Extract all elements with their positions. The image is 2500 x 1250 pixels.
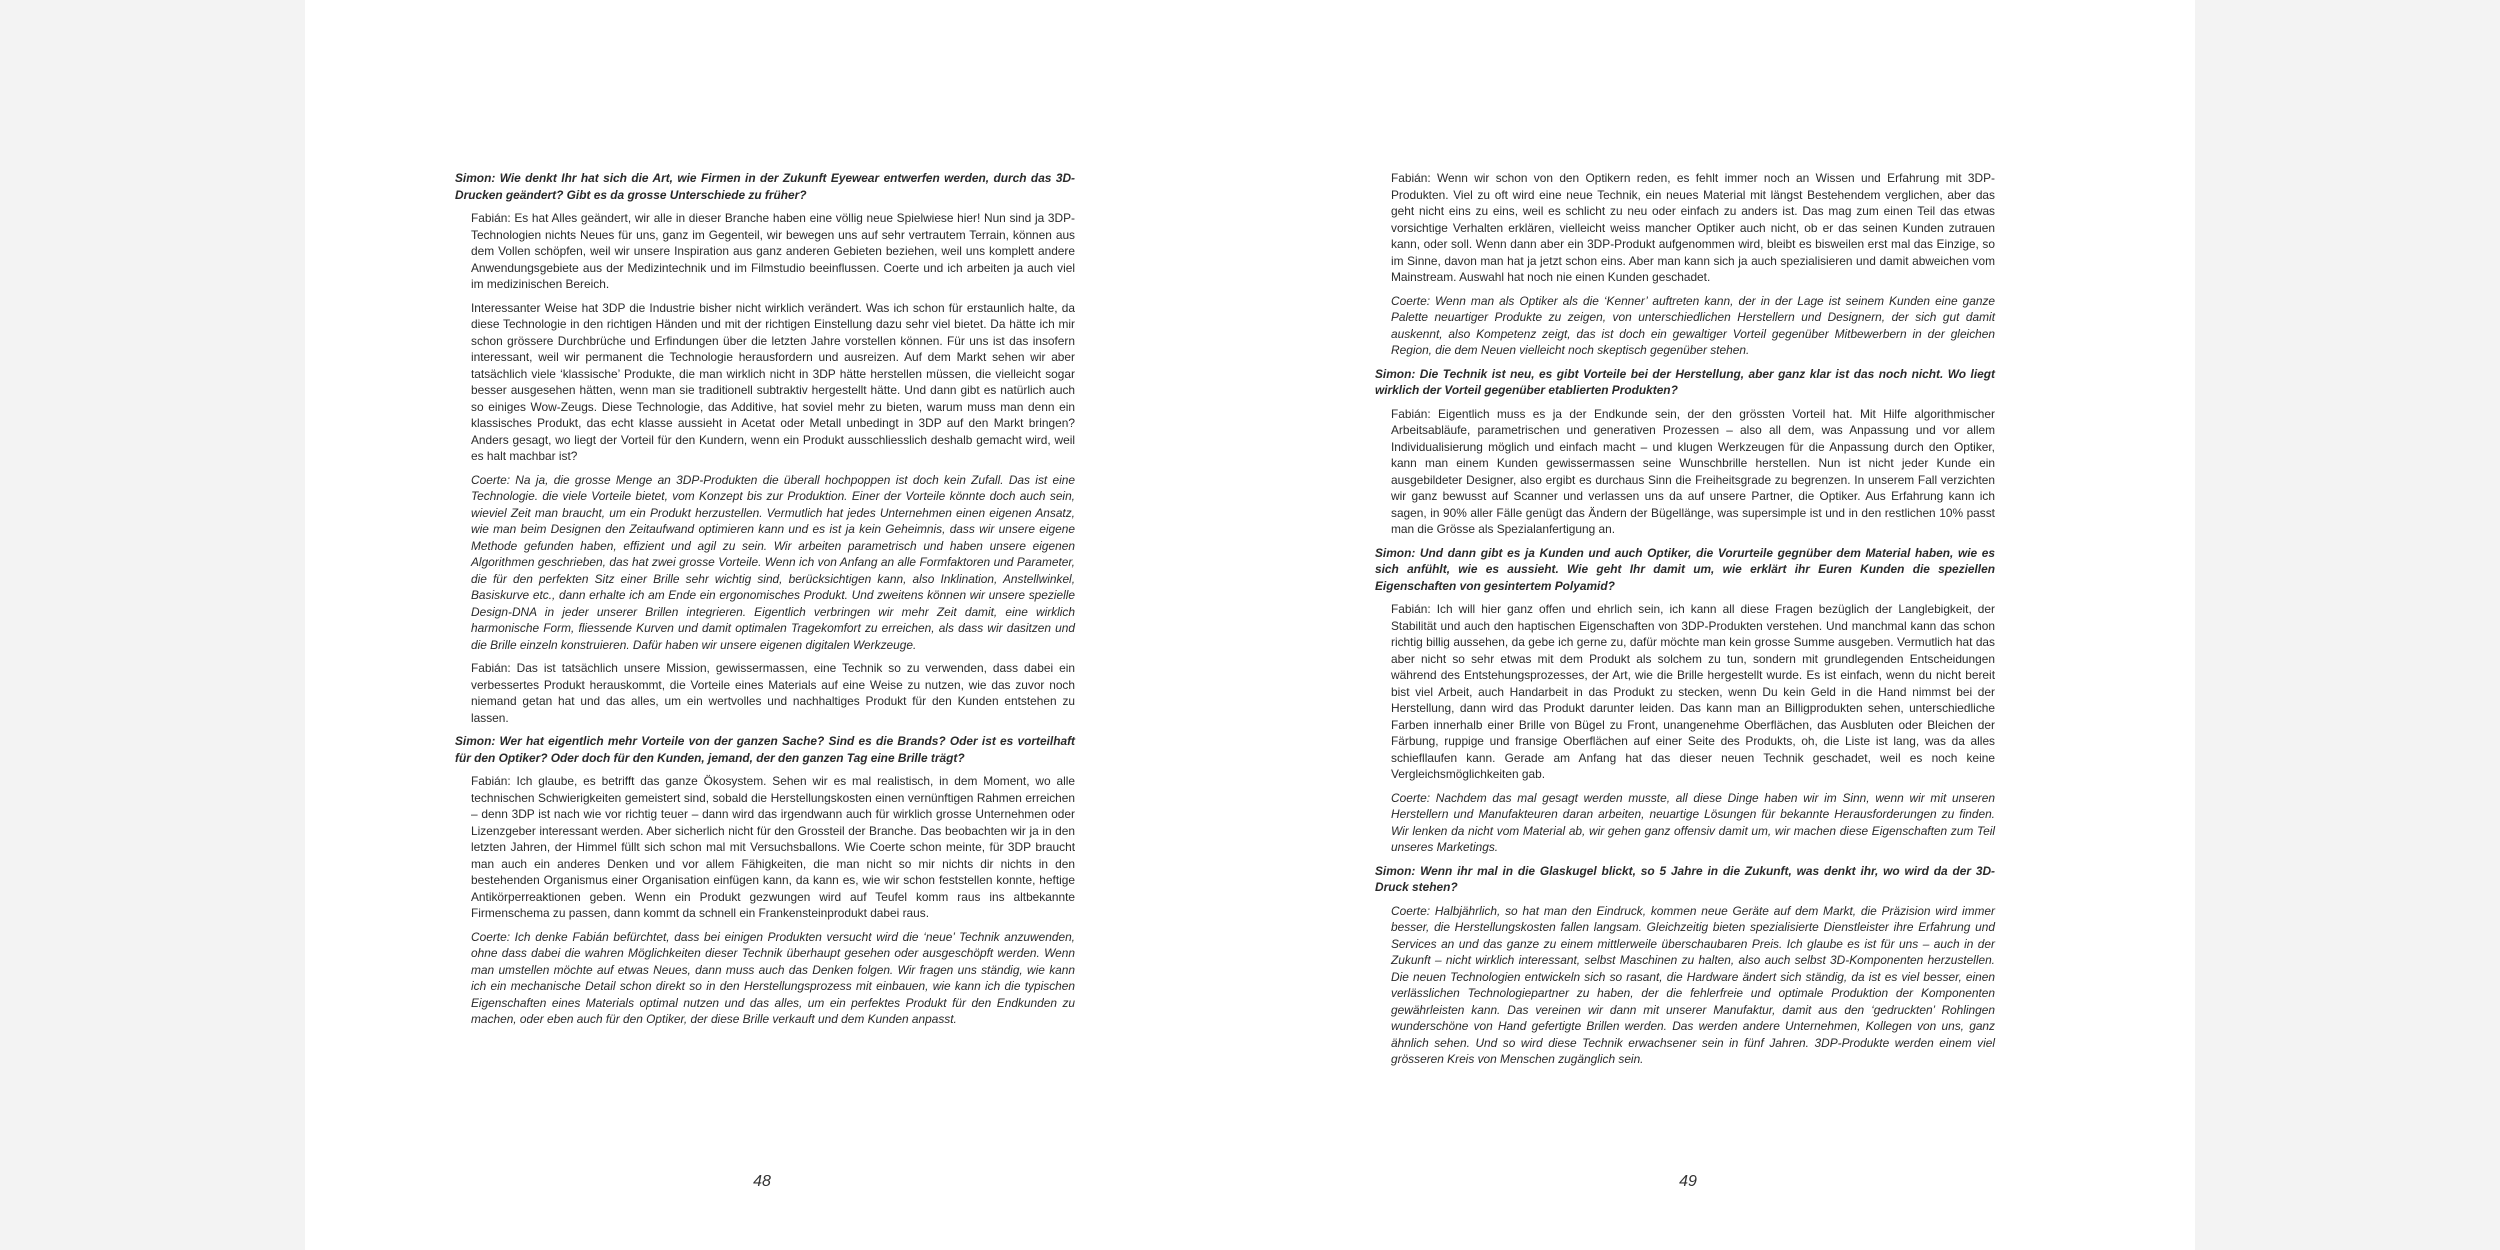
interview-question: Simon: Wenn ihr mal in die Glaskugel blickt, so 5 Jahre in die Zukunft, was denkt ihr, wo wird da der 3D-Druck stehen? <box>1375 863 1995 894</box>
interview-question: Simon: Die Technik ist neu, es gibt Vorteile bei der Herstellung, aber ganz klar ist das noch nicht. Wo liegt wirklich der Vorteil gegenüber etablierten Produkten? <box>1375 366 1995 397</box>
interview-question: Simon: Und dann gibt es ja Kunden und auch Optiker, die Vorurteile gegnüber dem Material haben, wie es sich anfühlt, wie es aussieht. Wie geht Ihr damit um, wie erklärt ihr Euren Kunden die speziellen Eigenschaften von gesintertem Polyamid? <box>1375 545 1995 593</box>
page-number-left: 48 <box>753 1173 771 1190</box>
magazine-spread <box>305 0 2195 1250</box>
interview-answer: Fabián: Wenn wir schon von den Optikern reden, es fehlt immer noch an Wissen und Erfahrung mit 3DP-Produkten. Viel zu oft wird eine neue Technik, ein neues Material mit längst Bestehendem verglichen, aber das geht nicht eins zu eins, weil es schlicht zu neu oder einfach zu anders ist. Das mag zum einen Teil das etwas vorsichtige Verhalten erklären, vielleicht weiss mancher Optiker auch nicht, ob er das seinen Kunden zutrauen kann, oder soll. Wenn dann aber ein 3DP-Produkt aufgenommen wird, bleibt es bisweilen erst mal das Einzige, so im Sinne, davon man hat ja jetzt schon eins. Aber man kann sich ja auch spezialisieren und damit abweichen vom Mainstream. Auswahl hat noch nie einen Kunden geschadet. <box>1391 171 1995 284</box>
interview-answer: Fabián: Das ist tatsächlich unsere Mission, gewissermassen, eine Technik so zu verwenden, dass dabei ein verbessertes Produkt herauskommt, die Vorteile eines Materials auf eine Weise zu nutzen, wie das zuvor noch niemand getan hat und das alles, um ein wertvolles und nachhaltiges Produkt für den Kunden entstehen zu lassen. <box>471 661 1075 725</box>
page-left <box>305 0 1250 1250</box>
interview-question: Simon: Wer hat eigentlich mehr Vorteile von der ganzen Sache? Sind es die Brands? Oder ist es vorteilhaft für den Optiker? Oder doch für den Kunden, jemand, der den ganzen Tag eine Brille trägt? <box>455 734 1075 765</box>
interview-answer: Interessanter Weise hat 3DP die Industrie bisher nicht wirklich verändert. Was ich schon für erstaunlich halte, da diese Technologie in den richtigen Händen und mit der richtigen Einstellung dazu sehr viel bietet. Da hätte ich mir schon grössere Durchbrüche und Erfindungen über die letzten Jahre vorstellen können. Für uns ist das insofern interessant, weil wir permanent die Technologie herausfordern und ausreizen. Auf dem Markt sehen wir aber tatsächlich viele ‘klassische’ Produkte, die man wirklich nicht in 3DP hätte herstellen müssen, die vielleicht sogar besser ausgesehen hätten, wenn man sie traditionell subtraktiv hergestellt hätte. Und dann gibt es natürlich auch so einiges Wow-Zeugs. Diese Technologie, das Additive, hat soviel mehr zu bieten, warum muss man denn ein klassisches Produkt, das echt klasse aussieht in Acetat oder Metall unbedingt in 3DP auf den Markt bringen? Anders gesagt, wo liegt der Vorteil für den Kundern, wenn ein Produkt ausschliesslich deshalb gemacht wird, weil es halt machbar ist? <box>471 300 1075 463</box>
interview-answer: Fabián: Eigentlich muss es ja der Endkunde sein, der den grössten Vorteil hat. Mit Hilfe algorithmischer Arbeitsabläufe, parametrischen und generativen Prozessen – also all dem, was Anpassung und vor allem Individualisierung möglich und einfach macht – und klugen Werkzeugen für die Anpassung durch den Optiker, kann man einem Kunden gewissermassen seine Wunschbrille herstellen. Nun ist nicht jeder Kunde ein ausgebildeter Designer, also ergibt es durchaus Sinn die Freiheitsgrade zu begrenzen. In unserem Fall verzichten wir ganz bewusst auf Scanner und verlassen uns da auf unsere Partner, die Optiker. Aus Erfahrung kann ich sagen, in 90% aller Fälle genügt das Ändern der Bügellänge, was supersimple ist und in den restlichen 10% passt man die Grösse als Spezialanfertigung an. <box>1391 406 1995 536</box>
page-right <box>1250 0 2195 1250</box>
interview-question: Simon: Wie denkt Ihr hat sich die Art, wie Firmen in der Zukunft Eyewear entwerfen werden, durch das 3D-Drucken geändert? Gibt es da grosse Unterschiede zu früher? <box>455 171 1075 202</box>
interview-answer: Fabián: Es hat Alles geändert, wir alle in dieser Branche haben eine völlig neue Spielwiese hier! Nun sind ja 3DP-Technologien nichts Neues für uns, ganz im Gegenteil, wir bewegen uns auf sehr vertrautem Terrain, können aus dem Vollen schöpfen, weil wir unsere Inspiration aus ganz anderen Gebieten beziehen, weil uns komplett andere Anwendungsgebiete aus der Medizintechnik und im Filmstudio beeinflussen. Coerte und ich arbeiten ja auch viel im medizinischen Bereich. <box>471 211 1075 291</box>
page-number-right: 49 <box>1679 1173 1697 1190</box>
interview-answer: Fabián: Ich glaube, es betrifft das ganze Ökosystem. Sehen wir es mal realistisch, in dem Moment, wo alle technischen Schwierigkeiten gemeistert sind, sobald die Herstellungskosten einen vernünftigen Rahmen erreichen – denn 3DP ist nach wie vor richtig teuer – dann wird das irgendwann auch für wirklich grosse Unternehmen oder Lizenzgeber interessant werden. Aber sicherlich nicht für den Grossteil der Branche. Das beobachten wir ja in den letzten Jahren, der Himmel füllt sich schon mal mit Versuchsballons. Wie Coerte schon meinte, für 3DP braucht man auch ein anderes Denken und vor allem Fähigkeiten, die man nicht so mir nichts dir nichts in den bestehenden Organismus einer Organisation einfügen kann, da kann es, wie wir schon feststellen konnte, heftige Antikörperreaktionen geben. Wenn ein Produkt gezwungen wird auf Teufel komm raus ins altbekannte Firmenschema zu passen, dann kommt da schnell ein Frankensteinprodukt dabei raus. <box>471 774 1075 920</box>
interview-answer-coerte: Coerte: Wenn man als Optiker als die ‘Kenner’ auftreten kann, der in der Lage ist seinem Kunden eine ganze Palette neuartiger Produkte zu zeigen, von unterschiedlichen Herstellern und Designern, der sich gut damit auskennt, also Kompetenz zeigt, das ist doch ein gewaltiger Vorteil gegenüber Mitbewerbern in der gleichen Region, die dem Neuen vielleicht noch skeptisch gegenüber stehen. <box>1391 293 1995 357</box>
text-column-left <box>455 170 1075 1035</box>
text-column-right <box>1375 170 1995 1075</box>
interview-answer-coerte: Coerte: Halbjährlich, so hat man den Eindruck, kommen neue Geräte auf dem Markt, die Präzision wird immer besser, die Herstellungskosten fallen langsam. Gleichzeitig bieten spezialisierte Dienstleister ihre Erfahrung und Services an und das ganze zu einem mittlerweile überschaubaren Preis. Ich glaube es ist für uns – auch in der Zukunft – nicht wirklich interessant, selbst Maschinen zu halten, also auch selbst 3D-Komponenten herzustellen. Die neuen Technologien entwickeln sich so rasant, die Hardware ändert sich ständig, da ist es viel besser, einen verlässlichen Technologiepartner zu haben, der die fehlerfreie und optimale Produktion der Komponenten gewährleisten kann. Das vereinen wir dann mit unserer Manufaktur, damit aus den ‘gedruckten’ Rohlingen wunderschöne von Hand gefertigte Brillen werden. Das werden andere Unternehmen, Kollegen von uns, ganz ähnlich sehen. Und so wird diese Technik erwachsener sein in fünf Jahren. 3DP-Produkte werden einem viel grösseren Kreis von Menschen zugänglich sein. <box>1391 903 1995 1066</box>
interview-answer-coerte: Coerte: Ich denke Fabián befürchtet, dass bei einigen Produkten versucht wird die ‘neue’ Technik anzuwenden, ohne dass dabei die wahren Möglichkeiten dieser Technik überhaupt gesehen oder ausgeschöpft werden. Wenn man umstellen möchte auf etwas Neues, dann muss auch das Denken folgen. Wir fragen uns ständig, wie kann ich ein mechanische Detail schon direkt so in den Herstellungsprozess mit einbauen, wie kann ich die typischen Eigenschaften eines Materials optimal nutzen und das alles, um ein perfektes Produkt für den Endkunden zu machen, oder eben auch für den Optiker, der diese Brille verkauft und dem Kunden anpasst. <box>471 929 1075 1026</box>
interview-answer: Fabián: Ich will hier ganz offen und ehrlich sein, ich kann all diese Fragen bezüglich der Langlebigkeit, der Stabilität und auch den haptischen Eigenschaften von 3DP-Produkten verstehen. Und manchmal kann das schon richtig billig aussehen, da gebe ich gerne zu, dafür möchte man kein grosse Summe ausgeben. Vermutlich hat das aber nicht so sehr etwas mit dem Produkt als solchem zu tun, sondern mit grundlegenden Entscheidungen während des Entstehungsprozesses, der Art, wie die Brille hergestellt wurde. Es ist einfach, wenn du nicht bereit bist viel Arbeit, auch Handarbeit in das Produkt zu stecken, wenn Du kein Geld in die Hand nimmst bei der Herstellung, dann wird das Produkt darunter leiden. Das kann man an Billigprodukten sehen, unterschiedliche Farben innerhalb einer Brille von Bügel zu Front, unangenehme Oberflächen, das Ausbluten oder Bleichen der Färbung, ruppige und fransige Oberflächen auf einer Seite des Produkts, oh, die Liste ist lang, was da alles schiefllaufen kann. Gerade am Anfang hat das dieser neuen Technik geschadet, weil es noch keine Vergleichsmöglichkeiten gab. <box>1391 602 1995 781</box>
interview-answer-coerte: Coerte: Na ja, die grosse Menge an 3DP-Produkten die überall hochpoppen ist doch kein Zufall. Das ist eine Technologie. die viele Vorteile bietet, vom Konzept bis zur Produktion. Einer der Vorteile könnte doch auch sein, wieviel Zeit man braucht, um ein Produkt herzustellen. Vermutlich hat jedes Unternehmen einen eigenen Ansatz, wie man beim Designen den Zeitaufwand optimieren kann und es ist ja kein Geheimnis, dass wir unsere eigene Methode gefunden haben, effizient und agil zu sein. Wir arbeiten parametrisch und haben unsere eigenen Algorithmen geschrieben, das hat zwei grosse Vorteile. Wenn ich von Anfang an alle Formfaktoren und Parameter, die für den perfekten Sitz einer Brille sehr wichtig sind, berücksichtigen kann, also Inklination, Anstellwinkel, Basiskurve etc., dann erhalte ich am Ende ein ergonomisches Produkt. Und zweitens können wir unsere spezielle Design-DNA in jeder unserer Brillen integrieren. Eigentlich verbringen wir mehr Zeit damit, eine wirklich harmonische Form, fliessende Kurven und damit optimalen Tragekomfort zu erreichen, als dass wir dasitzen und die Brille einzeln konstruieren. Dafür haben wir unsere eigenen digitalen Werkzeuge. <box>471 472 1075 652</box>
interview-answer-coerte: Coerte: Nachdem das mal gesagt werden musste, all diese Dinge haben wir im Sinn, wenn wir mit unseren Herstellern und Manufakteuren daran arbeiten, neuartige Lösungen für bekannte Herausforderungen zu finden. Wir lenken da nicht vom Material ab, wir gehen ganz offensiv damit um, wir machen diese Eigenschaften zum Teil unseres Marketings. <box>1391 790 1995 854</box>
